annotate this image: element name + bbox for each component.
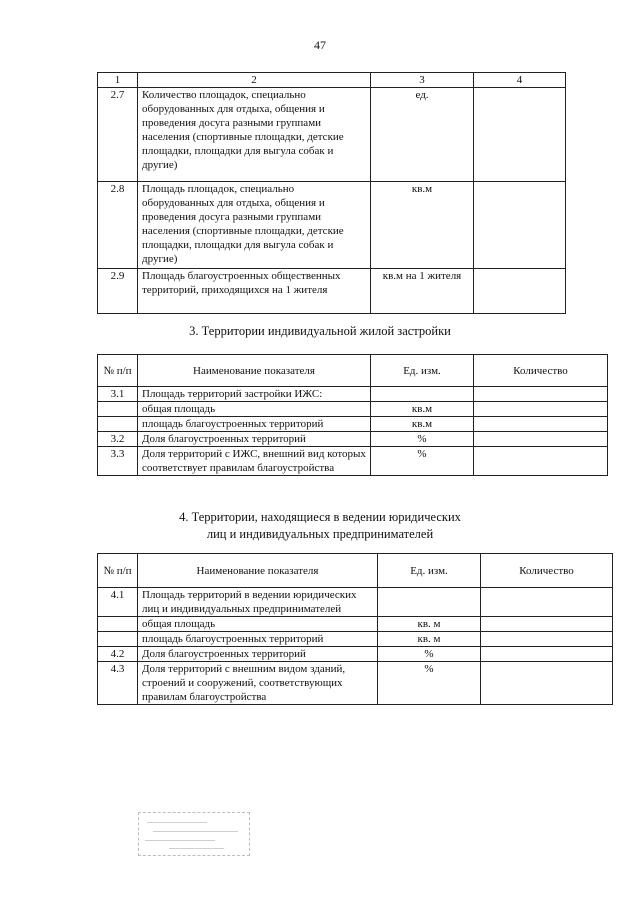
unit-cell: кв.м	[371, 402, 474, 417]
indicator-name: Количество площадок, специально оборудованных для отдыха, общения и проведения досуга разными группами населения (спортивные площадки, детские площадки, площадки для выгула собак и другие)	[138, 88, 371, 182]
row-number	[98, 417, 138, 432]
indicator-name: Площадь территорий застройки ИЖС:	[138, 387, 371, 402]
document-stamp	[138, 812, 250, 856]
value-cell	[474, 269, 566, 314]
table-header-row	[98, 73, 566, 88]
unit-cell: %	[371, 432, 474, 447]
num-column-header: № п/п	[98, 554, 138, 588]
unit-cell: кв.м на 1 жителя	[371, 269, 474, 314]
row-number	[98, 617, 138, 632]
value-cell	[481, 647, 613, 662]
row-number	[98, 632, 138, 647]
row-number: 2.8	[98, 182, 138, 269]
indicator-name: Доля территорий с ИЖС, внешний вид которых соответствует правилам благоустройства	[138, 447, 371, 476]
unit-cell	[371, 387, 474, 402]
indicator-name: Доля территорий с внешним видом зданий, строений и сооружений, соответствующих правилам благоустройства	[138, 662, 378, 705]
row-number: 4.1	[98, 588, 138, 617]
table-row	[98, 269, 566, 314]
indicator-name: Доля благоустроенных территорий	[138, 647, 378, 662]
table-row	[98, 182, 566, 269]
table-row	[98, 617, 613, 632]
unit-cell: кв.м	[371, 182, 474, 269]
table-row	[98, 417, 608, 432]
value-cell	[474, 432, 608, 447]
value-cell	[481, 617, 613, 632]
unit-cell: кв.м	[371, 417, 474, 432]
value-cell	[481, 632, 613, 647]
section-4-table	[97, 553, 613, 705]
unit-cell: %	[378, 647, 481, 662]
table-row	[98, 447, 608, 476]
table-row	[98, 588, 613, 617]
table-row	[98, 632, 613, 647]
row-number	[98, 402, 138, 417]
unit-cell: %	[371, 447, 474, 476]
unit-column-header: Ед. изм.	[371, 355, 474, 387]
unit-cell: кв. м	[378, 617, 481, 632]
unit-cell: ед.	[371, 88, 474, 182]
indicator-name: Площадь благоустроенных общественных территорий, приходящихся на 1 жителя	[138, 269, 371, 314]
unit-cell	[378, 588, 481, 617]
row-number: 3.3	[98, 447, 138, 476]
num-column-header: № п/п	[98, 355, 138, 387]
value-cell	[474, 88, 566, 182]
indicator-name: общая площадь	[138, 617, 378, 632]
row-number: 4.2	[98, 647, 138, 662]
section-4-title-line-1: 4. Территории, находящиеся в ведении юридических	[179, 510, 461, 524]
row-number: 3.1	[98, 387, 138, 402]
table-row	[98, 88, 566, 182]
indicator-name: площадь благоустроенных территорий	[138, 417, 371, 432]
value-cell	[474, 387, 608, 402]
section-3-title: 3. Территории индивидуальной жилой застройки	[189, 324, 451, 338]
table-row	[98, 662, 613, 705]
indicator-name: Площадь территорий в ведении юридических лиц и индивидуальных предпринимателей	[138, 588, 378, 617]
column-2-header: 2	[138, 73, 371, 88]
indicator-name: Площадь площадок, специально оборудованных для отдыха, общения и проведения досуга разными группами населения (спортивные площадки, детские площадки, площадки для выгула собак и другие)	[138, 182, 371, 269]
section-4-title-line-2: лиц и индивидуальных предпринимателей	[206, 527, 434, 541]
unit-column-header: Ед. изм.	[378, 554, 481, 588]
column-1-header: 1	[98, 73, 138, 88]
page-number: 47	[314, 38, 326, 52]
value-column-header: Количество	[481, 554, 613, 588]
name-column-header: Наименование показателя	[138, 355, 371, 387]
indicator-name: Доля благоустроенных территорий	[138, 432, 371, 447]
table-header-row	[98, 355, 608, 387]
row-number: 2.7	[98, 88, 138, 182]
indicator-name: общая площадь	[138, 402, 371, 417]
indicator-name: площадь благоустроенных территорий	[138, 632, 378, 647]
table-row	[98, 432, 608, 447]
table-header-row	[98, 554, 613, 588]
value-cell	[474, 182, 566, 269]
table-row	[98, 402, 608, 417]
value-cell	[474, 447, 608, 476]
row-number: 4.3	[98, 662, 138, 705]
value-cell	[481, 588, 613, 617]
unit-cell: %	[378, 662, 481, 705]
indicators-table-continued	[97, 72, 566, 314]
value-cell	[481, 662, 613, 705]
row-number: 2.9	[98, 269, 138, 314]
unit-cell: кв. м	[378, 632, 481, 647]
section-3-table	[97, 354, 608, 476]
table-row	[98, 387, 608, 402]
value-column-header: Количество	[474, 355, 608, 387]
column-3-header: 3	[371, 73, 474, 88]
column-4-header: 4	[474, 73, 566, 88]
table-row	[98, 647, 613, 662]
section-4-title	[0, 509, 640, 543]
value-cell	[474, 402, 608, 417]
value-cell	[474, 417, 608, 432]
name-column-header: Наименование показателя	[138, 554, 378, 588]
row-number: 3.2	[98, 432, 138, 447]
